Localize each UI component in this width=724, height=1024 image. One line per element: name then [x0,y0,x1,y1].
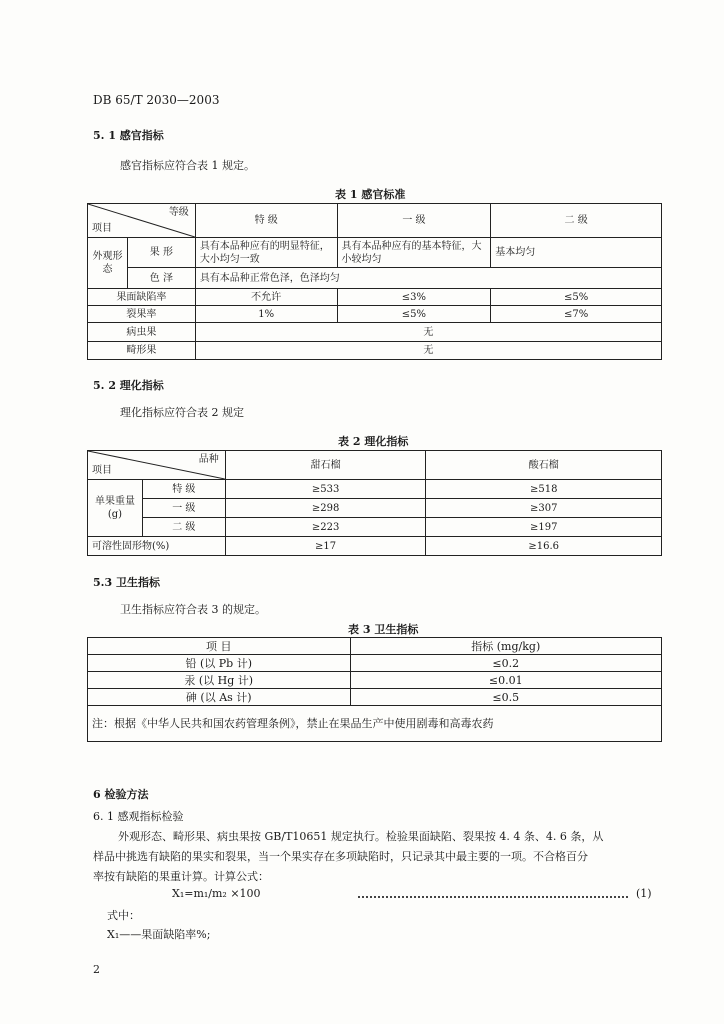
where-label: 式中： [107,909,140,922]
table-3-value: ≤0.01 [350,672,661,689]
section-6-1-heading: 6. 1 感观指标检验 [93,810,184,823]
table-2-corner [88,451,226,480]
table-2-cell: ≥298 [225,499,426,518]
table-3-header: 项 目 [88,638,351,655]
table-2-caption: 表 2 理化指标 [338,435,409,448]
table-1-corner-top: 等级 [168,207,189,218]
table-3-note: 注：根据《中华人民共和国农药管理条例》，禁止在果品生产中使用剧毒和高毒农药 [88,706,662,742]
section-6-1-paragraph-line: 率按有缺陷的果重计算。计算公式： [93,870,269,883]
table-1-row-label: 裂果率 [88,306,196,323]
formula-leader-dots [358,896,628,898]
table-3-value: ≤0.5 [350,689,661,706]
section-5-3-intro: 卫生指标应符合表 3 的规定。 [120,603,266,616]
table-1 [87,203,662,360]
table-2-row-label: 可溶性固形物(%) [88,537,226,556]
table-1-row-label: 果面缺陷率 [88,289,196,306]
section-5-1-heading: 5. 1 感官指标 [93,129,164,142]
table-1-row-label: 果 形 [127,238,195,268]
table-2 [87,450,662,556]
table-1-cell: ≤5% [491,289,662,306]
table-2-variety-header: 甜石榴 [225,451,426,480]
table-3-item: 砷 (以 As 计) [88,689,351,706]
table-1-row-label: 色 泽 [127,268,195,289]
table-1-grade-header: 特 级 [195,204,337,238]
table-3-value: ≤0.2 [350,655,661,672]
table-1-cell: 基本均匀 [491,238,662,268]
table-1-cell: 具有本品种应有的基本特征，大小较均匀 [337,238,491,268]
table-2-grade-label: 一 级 [142,499,225,518]
table-3-caption: 表 3 卫生指标 [348,623,419,636]
table-2-cell: ≥307 [426,499,662,518]
table-2-corner-top: 品种 [198,454,219,465]
table-3-header: 指标 (mg/kg) [350,638,661,655]
table-2-corner-bottom: 项目 [92,465,112,476]
variable-definition: X₁——果面缺陷率%; [107,928,211,941]
table-1-corner [88,204,196,238]
table-1-cell: 具有本品种正常色泽，色泽均匀 [195,268,661,289]
table-1-cell: ≤5% [337,306,491,323]
section-5-2-intro: 理化指标应符合表 2 规定 [120,406,244,419]
table-3-item: 汞 (以 Hg 计) [88,672,351,689]
table-1-cell: 不允许 [195,289,337,306]
table-2-variety-header: 酸石榴 [426,451,662,480]
table-3 [87,637,662,742]
table-2-cell: ≥518 [426,480,662,499]
table-2-grade-label: 特 级 [142,480,225,499]
table-1-cell: ≤3% [337,289,491,306]
formula: X₁=m₁/m₂ ×100 [172,887,261,900]
table-1-cell: ≤7% [491,306,662,323]
table-1-grade-header: 二 级 [491,204,662,238]
table-1-group-label: 外观形态 [88,238,128,289]
table-3-item: 铅 (以 Pb 计) [88,655,351,672]
table-1-caption: 表 1 感官标准 [335,188,406,201]
table-1-corner-bottom: 项目 [92,223,112,234]
section-5-3-heading: 5.3 卫生指标 [93,576,160,589]
section-6-1-paragraph-line: 外观形态、畸形果、病虫果按 GB/T10651 规定执行。检验果面缺陷、裂果按 4. 4 条、4. 6 条，从 [118,830,604,843]
section-5-2-heading: 5. 2 理化指标 [93,379,164,392]
table-1-cell: 1% [195,306,337,323]
page-number: 2 [93,963,100,976]
table-1-row-label: 病虫果 [88,323,196,342]
table-1-grade-header: 一 级 [337,204,491,238]
section-6-heading: 6 检验方法 [93,788,149,801]
table-1-row-label: 畸形果 [88,342,196,360]
table-2-cell: ≥16.6 [426,537,662,556]
formula-number: (1) [636,887,652,900]
table-2-cell: ≥223 [225,518,426,537]
doc-id: DB 65/T 2030—2003 [93,93,220,107]
table-2-weight-label: 单果重量(g) [88,480,143,537]
table-2-cell: ≥197 [426,518,662,537]
table-1-cell: 无 [195,323,661,342]
section-5-1-intro: 感官指标应符合表 1 规定。 [120,159,255,172]
table-1-cell: 具有本品种应有的明显特征，大小均匀一致 [195,238,337,268]
table-2-cell: ≥533 [225,480,426,499]
table-1-cell: 无 [195,342,661,360]
table-2-cell: ≥17 [225,537,426,556]
table-2-grade-label: 二 级 [142,518,225,537]
section-6-1-paragraph-line: 样品中挑选有缺陷的果实和裂果，当一个果实存在多项缺陷时，只记录其中最主要的一项。不合格百分 [93,850,588,863]
